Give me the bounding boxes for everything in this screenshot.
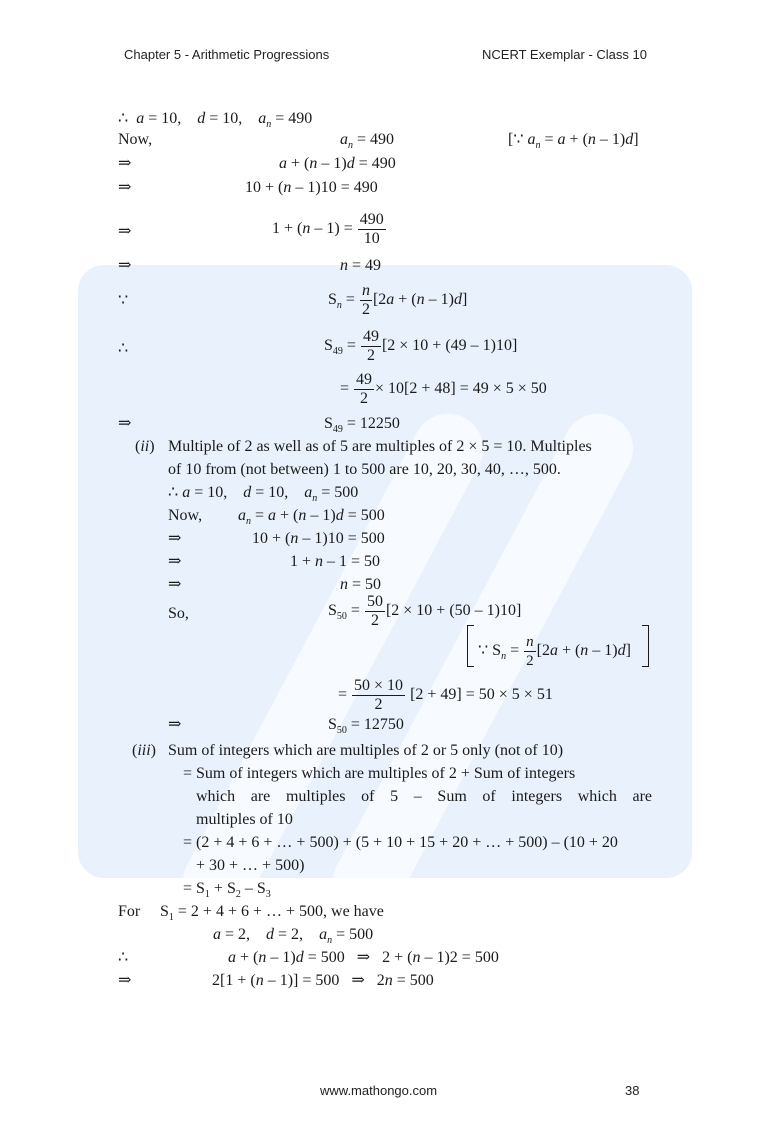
given-values-ii: ∴ a = 10, d = 10, $a_n = 500$ [168,484,359,504]
left-bracket [467,625,474,667]
implies-symbol: ⇒ [168,716,182,733]
part-iii-line5: = (2 + 4 + 6 + … + 500) + (5 + 10 + 15 + 20 + … + 500) – (10 + 20 [183,834,618,851]
implies-symbol: ⇒ [118,257,132,274]
equation-line: 10 + (n – 1)10 = 490 [245,179,378,196]
now-label: Now, [168,507,203,524]
result-line: $S_{50} = 12750$ [328,716,404,736]
part-iii-label: (iii) [132,742,156,759]
s1-definition: $S_1 = 2 + 4 + 6$ + … + 500, we have [160,903,384,923]
part-iii-line4: multiples of 10 [196,811,293,828]
implies-symbol: ⇒ [118,415,132,432]
part-ii-label: (ii) [135,438,155,455]
so-label: So, [168,605,189,622]
formula-note: [∵ $a_n = a + (n - 1)d$] [508,131,639,151]
equation-line: a + (n – 1)d = 490 [279,155,396,172]
equation-line: $S_{50}$ = $\frac{50}{2}$ [2 × 10 + (50 – 1)10] [328,593,522,629]
implies-symbol: ⇒ [168,553,182,570]
implies-symbol: ⇒ [118,972,132,989]
right-bracket [642,625,649,667]
formula-note: ∵ $S_n$ = $\frac{n}{2}$ [2a + (n – 1)d] [478,634,631,669]
equation-line: = $\frac{50 \times 10}{2}$ [2 + 49] = 50 × 5 × 51 [338,677,553,713]
therefore-symbol: ∴ [118,110,129,127]
given-values-s1: a = 2, d = 2, $a_n = 500$ [213,926,374,946]
part-iii-line7: = $S_1 + S_2 - S_3$ [183,880,271,900]
therefore-symbol: ∴ [118,949,129,966]
part-iii-line1: Sum of integers which are multiples of 2 or 5 only (not of 10) [168,742,564,759]
equation-line: 1 + n – 1 = 50 [290,553,381,570]
part-ii-text-line1: Multiple of 2 as well as of 5 are multiples of 2 × 5 = 10. Multiples [168,438,592,455]
implies-symbol: ⇒ [168,576,182,593]
equation-line: $S_{49}$ = $\frac{49}{2}$ [2 × 10 + (49 – 1)10] [324,328,518,364]
equation-line: $a_n = a + (n - 1)d = 500$ [238,507,385,527]
result-line: $S_{49} = 12250$ [324,415,400,435]
page-number: 38 [625,1083,640,1098]
equation-line: 2[1 + (n – 1)] = 500 ⇒ 2n = 500 [212,972,434,989]
because-symbol: ∵ [118,292,129,309]
given-values-i: ∴ a = 10, d = 10, $a_n = 490$ [118,110,313,130]
equation-line: 10 + (n – 1)10 = 500 [252,530,385,547]
part-iii-line3: which are multiples of 5 – Sum of integers which are [196,788,652,805]
equation-line: $a_n = 490$ [340,131,395,151]
equation-line: a + (n – 1)d = 500 ⇒ 2 + (n – 1)2 = 500 [228,949,499,966]
implies-symbol: ⇒ [118,179,132,196]
equation-line: n = 49 [340,257,382,274]
now-label: Now, [118,131,153,148]
part-iii-line6: + 30 + … + 500) [196,857,305,874]
implies-symbol: ⇒ [168,530,182,547]
book-title: NCERT Exemplar - Class 10 [482,47,647,62]
website-link[interactable]: www.mathongo.com [320,1083,438,1098]
equation-line: 1 + (n – 1) = $\frac{490}{10}$ [272,211,384,247]
for-label: For [118,903,141,920]
implies-symbol: ⇒ [118,223,132,240]
part-iii-line2: = Sum of integers which are multiples of 2 + Sum of integers [183,765,576,782]
chapter-title: Chapter 5 - Arithmetic Progressions [124,47,330,62]
equation-line: n = 50 [340,576,382,593]
part-ii-text-line2: of 10 from (not between) 1 to 500 are 10, 20, 30, 40, …, 500. [168,461,561,478]
implies-symbol: ⇒ [118,155,132,172]
equation-line: = $\frac{49}{2}$ × 10[2 + 48] = 49 × 5 × 50 [340,371,547,407]
sum-formula: $S_n$ = $\frac{n}{2}$ [2a + (n – 1)d] [328,282,468,318]
therefore-symbol: ∴ [118,340,129,357]
